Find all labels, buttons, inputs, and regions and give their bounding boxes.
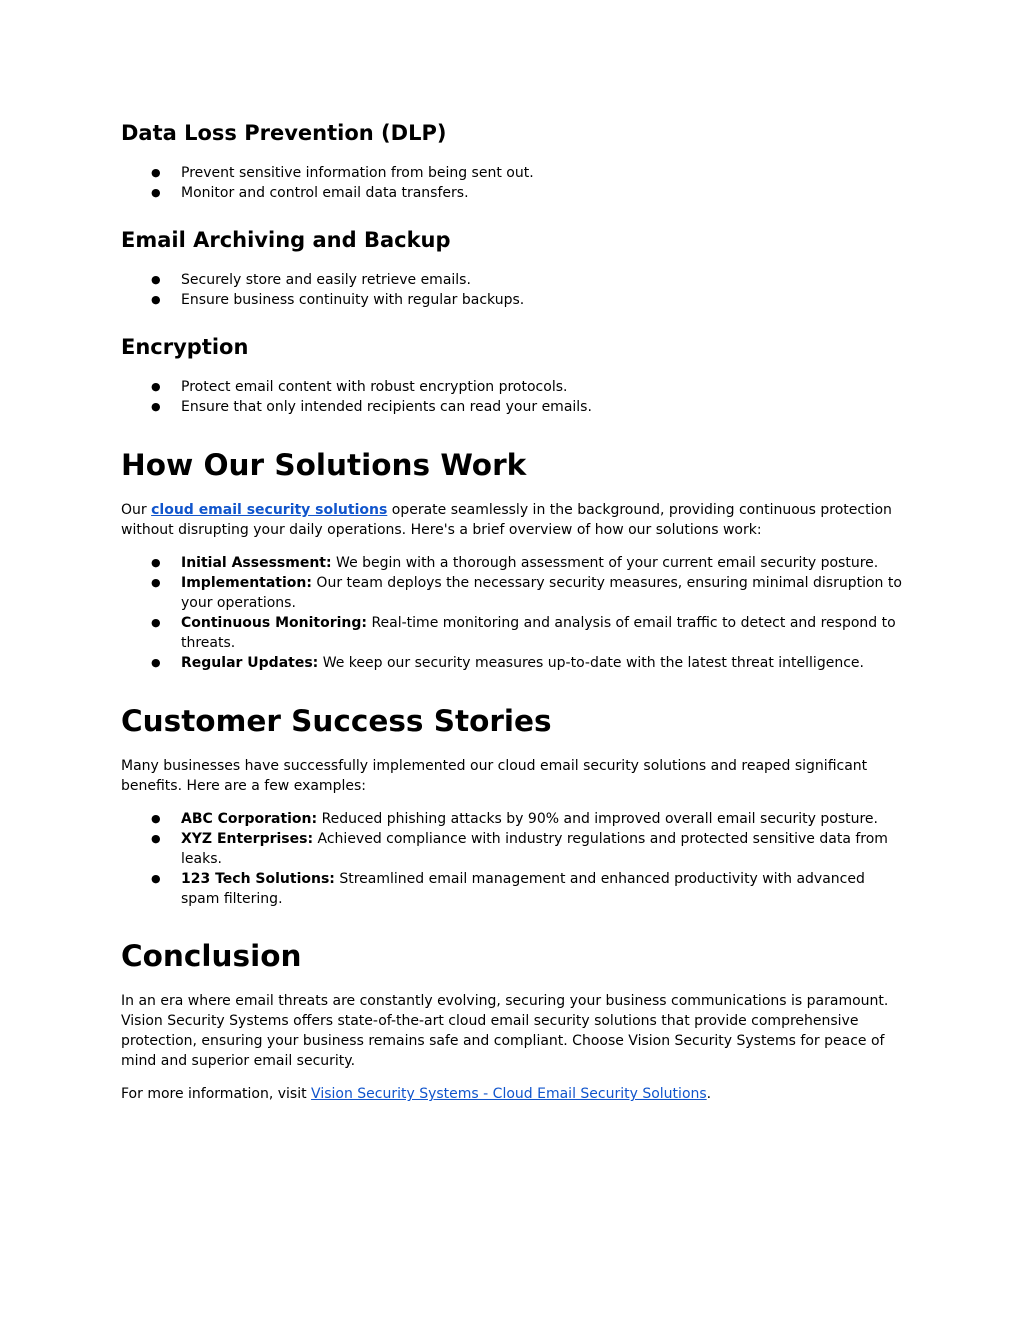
how-intro: Our cloud email security solutions operate seamlessly in the background, providing continuous protection without disrupting your daily operations. Here's a brief overview of how our solutions work:: [121, 502, 892, 538]
bullet-icon: ●: [151, 812, 161, 825]
list-item: ● Implementation: Our team deploys the necessary security measures, ensuring minimal disruption to your operations.: [151, 575, 902, 611]
stories-intro: Many businesses have successfully implemented our cloud email security solutions and reaped significant benefits. Here are a few examples:: [121, 758, 868, 794]
heading-conclusion: Conclusion: [121, 939, 302, 973]
cloud-email-security-link[interactable]: cloud email security solutions: [151, 502, 388, 518]
section-encryption: [121, 334, 907, 417]
list-item: ● Continuous Monitoring: Real-time monitoring and analysis of email traffic to detect and respond to threats.: [151, 615, 896, 651]
list-item: ● Securely store and easily retrieve emails.: [151, 272, 471, 288]
list-item: ● Protect email content with robust encryption protocols.: [151, 379, 568, 395]
conclusion-body: In an era where email threats are constantly evolving, securing your business communications is paramount. Vision Security Systems offers state-of-the-art cloud email security solutions that provide comprehensive protection, ensuring your business remains safe and compliant. Choose Vision Security Systems for peace of mind and superior email security.: [121, 993, 889, 1069]
bullet-icon: ●: [151, 273, 161, 286]
list-item: ● ABC Corporation: Reduced phishing attacks by 90% and improved overall email security posture.: [151, 811, 878, 827]
bullet-icon: ●: [151, 556, 161, 569]
list-item: ● Monitor and control email data transfers.: [151, 185, 469, 201]
heading-how: How Our Solutions Work: [121, 448, 527, 482]
vision-security-link[interactable]: Vision Security Systems - Cloud Email Security Solutions: [311, 1086, 707, 1102]
section-stories: [121, 703, 907, 909]
list-item: ● Ensure that only intended recipients can read your emails.: [151, 399, 592, 415]
bullet-icon: ●: [151, 380, 161, 393]
section-conclusion: [121, 938, 907, 1104]
heading-stories: Customer Success Stories: [121, 704, 552, 738]
heading-encryption: Encryption: [121, 335, 249, 359]
heading-archiving: Email Archiving and Backup: [121, 228, 451, 252]
bullet-icon: ●: [151, 293, 161, 306]
bullet-icon: ●: [151, 576, 161, 589]
list-item: ● Initial Assessment: We begin with a thorough assessment of your current email security posture.: [151, 555, 879, 571]
bullet-icon: ●: [151, 656, 161, 669]
section-how: [121, 447, 907, 673]
bullet-icon: ●: [151, 400, 161, 413]
section-dlp: [121, 120, 907, 203]
heading-dlp: Data Loss Prevention (DLP): [121, 121, 447, 145]
list-item: ● Ensure business continuity with regular backups.: [151, 292, 525, 308]
list-stories: [121, 809, 907, 909]
list-item: ● Prevent sensitive information from being sent out.: [151, 165, 534, 181]
bullet-icon: ●: [151, 166, 161, 179]
list-item: ● 123 Tech Solutions: Streamlined email management and enhanced productivity with advanced spam filtering.: [151, 871, 865, 907]
bullet-icon: ●: [151, 832, 161, 845]
more-info: For more information, visit Vision Security Systems - Cloud Email Security Solutions.: [121, 1086, 712, 1102]
list-archiving: [121, 270, 907, 310]
list-dlp: [121, 163, 907, 203]
bullet-icon: ●: [151, 872, 161, 885]
bullet-icon: ●: [151, 616, 161, 629]
list-encryption: [121, 377, 907, 417]
list-how: [121, 553, 907, 673]
list-item: ● Regular Updates: We keep our security measures up-to-date with the latest threat intelligence.: [151, 655, 864, 671]
section-archiving: [121, 227, 907, 310]
bullet-icon: ●: [151, 186, 161, 199]
list-item: ● XYZ Enterprises: Achieved compliance with industry regulations and protected sensitive data from leaks.: [151, 831, 888, 867]
